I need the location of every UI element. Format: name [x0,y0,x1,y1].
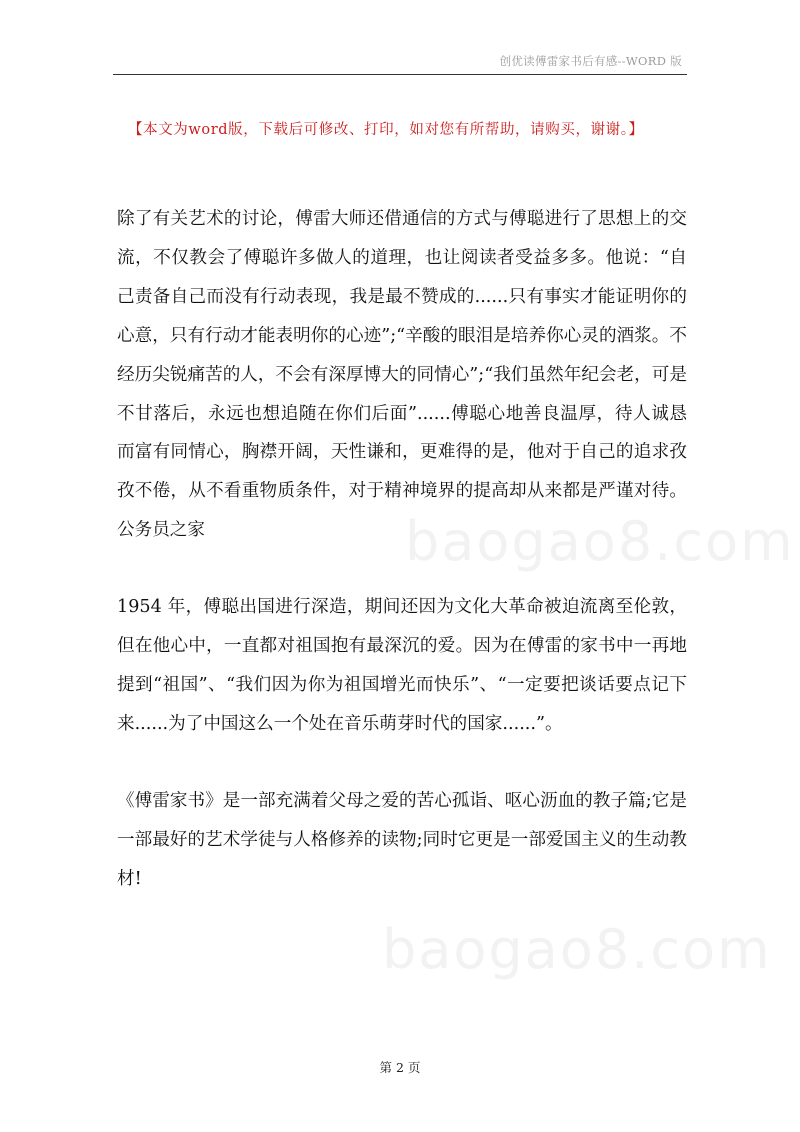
paragraph-spacer [117,550,687,588]
page-number: 第 2 页 [379,1060,421,1075]
watermark: baogao8.com [382,918,772,981]
paragraph-3: 《傅雷家书》是一部充满着父母之爱的苦心孤诣、呕心沥血的教子篇;它是一部最好的艺术学徒与人格修养的读物;同时它更是一部爱国主义的生动教材! [117,790,687,889]
document-body [117,200,687,899]
running-header-title: 创优读傅雷家书后有感--WORD 版 [499,54,682,68]
purchase-notice: 【本文为word版，下载后可修改、打印，如对您有所帮助，请购买，谢谢。】 [128,122,644,138]
watermark: baogao8.com [405,510,795,573]
paragraph-spacer [117,744,687,782]
paragraph-2: 1954 年，傅聪出国进行深造，期间还因为文化大革命被迫流离至伦敦，但在他心中，一直都对祖国抱有最深沉的爱。因为在傅雷的家书中一再地提到“祖国”、“我们因为你为祖国增光而快乐”、“一定要把谈话要点记下来......为了中国这么一个处在音乐萌芽时代的国家......”。 [117,597,687,734]
paragraph-1: 除了有关艺术的讨论，傅雷大师还借通信的方式与傅聪进行了思想上的交流，不仅教会了傅聪许多做人的道理，也让阅读者受益多多。他说：“自己责备自己而没有行动表现，我是最不赞成的......只有事实才能证明你的心意，只有行动才能表明你的心迹”;“辛酸的眼泪是培养你心灵的酒浆。不经历尖锐痛苦的人，不会有深厚博大的同情心”;“我们虽然年纪会老，可是不甘落后，永远也想追随在你们后面”......傅聪心地善良温厚，待人诚恳而富有同情心，胸襟开阔，天性谦和，更难得的是，他对于自己的追求孜孜不倦，从不看重物质条件，对于精神境界的提高却从来都是严谨对待。公务员之家 [117,209,687,541]
header-divider [113,74,687,75]
